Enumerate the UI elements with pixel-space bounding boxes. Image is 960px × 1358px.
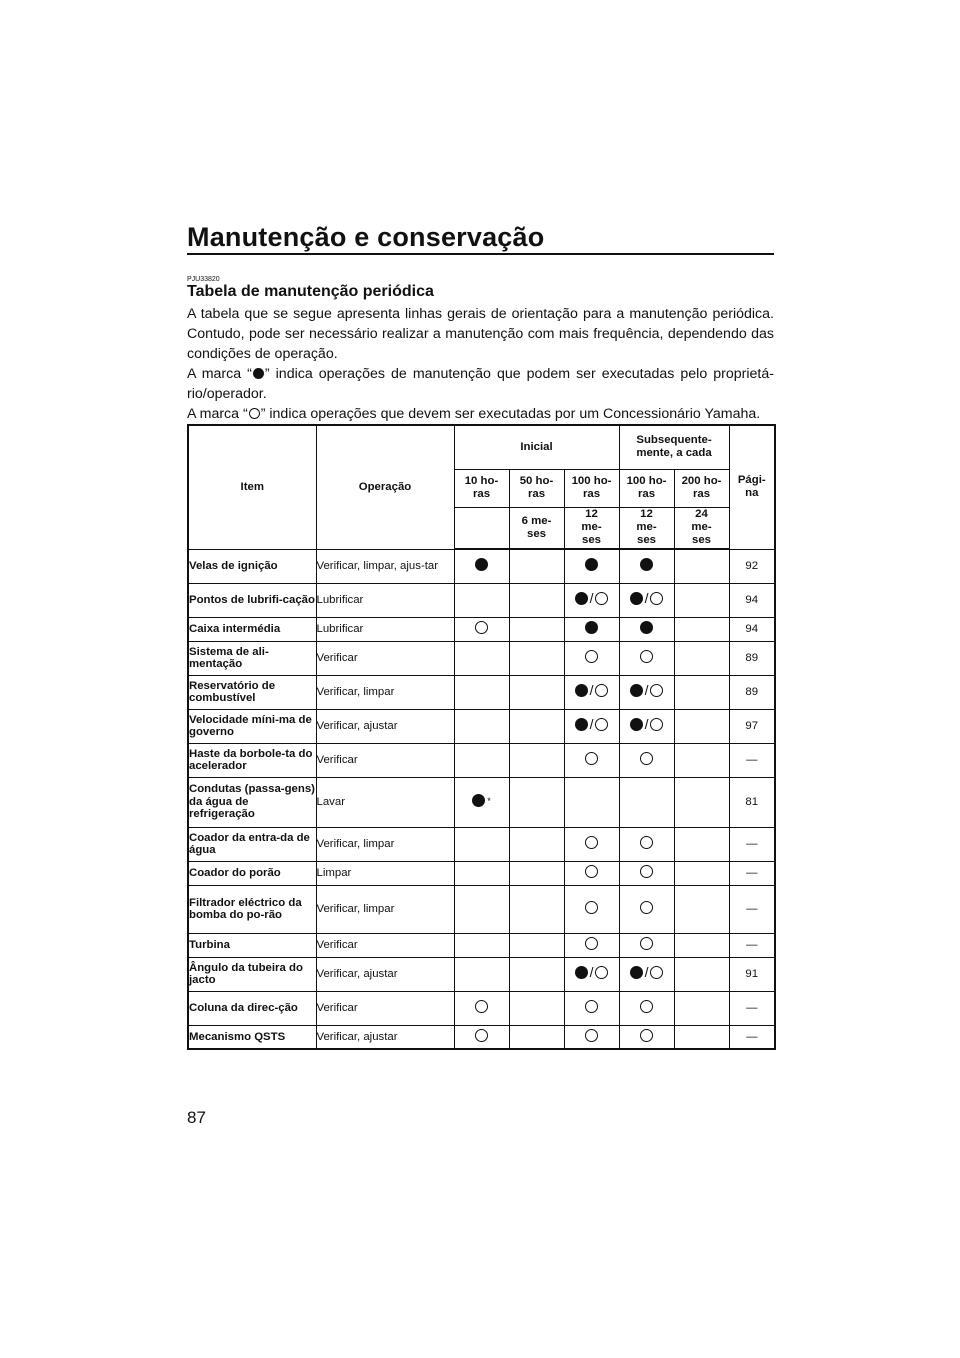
interval-cell — [509, 777, 564, 827]
filled-or-open-circle-icon: / — [630, 684, 664, 697]
open-circle-icon — [640, 1000, 653, 1013]
open-mark-note — [187, 404, 774, 424]
table-row — [188, 617, 775, 641]
interval-cell — [564, 549, 619, 583]
filled-or-open-circle-icon: / — [575, 966, 609, 979]
table-row — [188, 991, 775, 1025]
header-operation: Operação — [316, 425, 454, 549]
interval-cell — [564, 827, 619, 861]
open-circle-icon — [475, 621, 488, 634]
note-suffix: ” indica operações de manutenção que podem ser executadas pelo proprietário/operador. — [187, 366, 774, 402]
item-name: Haste da borbole-ta do acelerador — [188, 743, 316, 777]
item-name: Ângulo da tubeira do jacto — [188, 957, 316, 991]
header-months: 12 me-ses — [619, 507, 674, 549]
interval-cell — [674, 885, 729, 933]
interval-cell — [674, 777, 729, 827]
interval-cell — [674, 933, 729, 957]
interval-cell — [564, 743, 619, 777]
item-name: Coador da entra-da de água — [188, 827, 316, 861]
header-page: Pági-na — [729, 425, 775, 549]
intro-text — [187, 304, 774, 424]
operation: Verificar — [316, 743, 454, 777]
interval-cell — [619, 709, 674, 743]
interval-cell — [454, 709, 509, 743]
title-rule — [187, 253, 774, 255]
interval-cell — [509, 743, 564, 777]
item-name: Turbina — [188, 933, 316, 957]
interval-cell — [454, 861, 509, 885]
interval-cell — [619, 675, 674, 709]
page-reference: 94 — [729, 617, 775, 641]
interval-cell — [509, 1025, 564, 1049]
interval-cell — [509, 861, 564, 885]
item-name: Sistema de ali-mentação — [188, 641, 316, 675]
item-name: Velas de ignição — [188, 549, 316, 583]
interval-cell — [454, 991, 509, 1025]
interval-cell — [564, 709, 619, 743]
table-row — [188, 885, 775, 933]
interval-cell — [619, 957, 674, 991]
open-circle-icon — [475, 1000, 488, 1013]
interval-cell — [454, 885, 509, 933]
interval-cell — [454, 777, 509, 827]
open-circle-icon — [585, 650, 598, 663]
header-item: Item — [188, 425, 316, 549]
interval-cell — [454, 933, 509, 957]
interval-cell — [509, 583, 564, 617]
interval-cell — [674, 549, 729, 583]
interval-cell — [509, 991, 564, 1025]
open-circle-icon — [640, 650, 653, 663]
header-hours: 50 ho-ras — [509, 469, 564, 507]
operation: Lavar — [316, 777, 454, 827]
section-code: PJU33820 — [187, 276, 220, 283]
header-hours: 100 ho-ras — [619, 469, 674, 507]
interval-cell — [564, 957, 619, 991]
interval-cell — [454, 675, 509, 709]
interval-cell — [564, 641, 619, 675]
page-reference: — — [729, 743, 775, 777]
interval-cell — [509, 709, 564, 743]
interval-cell — [619, 861, 674, 885]
page-reference: 89 — [729, 641, 775, 675]
open-circle-icon — [585, 937, 598, 950]
interval-cell — [564, 933, 619, 957]
open-circle-icon — [585, 1029, 598, 1042]
operation: Verificar — [316, 991, 454, 1025]
interval-cell — [674, 827, 729, 861]
interval-cell — [509, 617, 564, 641]
item-name: Filtrador eléctrico da bomba do po-rão — [188, 885, 316, 933]
maintenance-table — [187, 424, 776, 1050]
interval-cell — [674, 957, 729, 991]
open-circle-icon — [640, 937, 653, 950]
interval-cell — [674, 991, 729, 1025]
interval-cell — [454, 1025, 509, 1049]
interval-cell — [564, 675, 619, 709]
table-row — [188, 675, 775, 709]
header-months: 24 me-ses — [674, 507, 729, 549]
page-reference: 89 — [729, 675, 775, 709]
operation: Verificar, ajustar — [316, 957, 454, 991]
open-circle-icon — [585, 865, 598, 878]
table-row — [188, 827, 775, 861]
header-hours: 200 ho-ras — [674, 469, 729, 507]
intro-paragraph: A tabela que se segue apresenta linhas gerais de orientação para a manutenção periódica. Contudo, pode ser necessário realizar a manutenção com mais frequência, dependendo das condições de operação. — [187, 306, 774, 362]
table-row — [188, 861, 775, 885]
interval-cell — [564, 777, 619, 827]
page-title: Manutenção e conservação — [187, 222, 545, 252]
header-hours: 100 ho-ras — [564, 469, 619, 507]
filled-circle-icon — [585, 621, 598, 634]
interval-cell — [674, 861, 729, 885]
filled-circle-icon — [253, 368, 264, 379]
page-reference: — — [729, 861, 775, 885]
interval-cell — [674, 1025, 729, 1049]
page-number: 87 — [187, 1108, 206, 1127]
interval-cell — [509, 957, 564, 991]
filled-or-open-circle-icon: / — [630, 966, 664, 979]
item-name: Condutas (passa-gens) da água de refrigeração — [188, 777, 316, 827]
header-months: 12 me-ses — [564, 507, 619, 549]
interval-cell — [454, 617, 509, 641]
interval-cell — [454, 957, 509, 991]
item-name: Pontos de lubrifi-cação — [188, 583, 316, 617]
header-hours: 10 ho-ras — [454, 469, 509, 507]
operation: Verificar, limpar — [316, 885, 454, 933]
open-circle-icon — [640, 901, 653, 914]
item-name: Mecanismo QSTS — [188, 1025, 316, 1049]
page-reference: 92 — [729, 549, 775, 583]
interval-cell — [674, 641, 729, 675]
interval-cell — [674, 675, 729, 709]
operation: Verificar, limpar — [316, 827, 454, 861]
interval-cell — [564, 885, 619, 933]
filled-or-open-circle-icon: / — [630, 592, 664, 605]
page-reference: — — [729, 933, 775, 957]
interval-cell — [564, 583, 619, 617]
item-name: Coador do porão — [188, 861, 316, 885]
interval-cell — [509, 885, 564, 933]
filled-circle-icon — [640, 621, 653, 634]
note-prefix: A marca “ — [187, 366, 252, 382]
filled-circle-icon — [585, 558, 598, 571]
interval-cell — [564, 1025, 619, 1049]
header-months — [454, 507, 509, 549]
page-reference: — — [729, 1025, 775, 1049]
open-circle-icon — [640, 865, 653, 878]
interval-cell — [454, 743, 509, 777]
item-name: Caixa intermédia — [188, 617, 316, 641]
open-circle-icon — [640, 1029, 653, 1042]
operation: Verificar — [316, 641, 454, 675]
operation: Lubrificar — [316, 617, 454, 641]
operation: Verificar, limpar, ajus-tar — [316, 549, 454, 583]
open-circle-icon — [585, 752, 598, 765]
table-row — [188, 743, 775, 777]
interval-cell — [619, 583, 674, 617]
maintenance-rows — [188, 549, 775, 1049]
table-row — [188, 933, 775, 957]
interval-cell — [454, 549, 509, 583]
operation: Lubrificar — [316, 583, 454, 617]
page-reference: — — [729, 827, 775, 861]
page-reference: 97 — [729, 709, 775, 743]
interval-cell — [674, 617, 729, 641]
interval-cell — [564, 991, 619, 1025]
note-prefix: A marca “ — [187, 406, 248, 422]
filled-circle-icon — [640, 558, 653, 571]
open-circle-icon — [585, 901, 598, 914]
operation: Verificar — [316, 933, 454, 957]
filled-or-open-circle-icon: / — [575, 684, 609, 697]
interval-cell — [564, 861, 619, 885]
item-name: Velocidade míni-ma de governo — [188, 709, 316, 743]
interval-cell — [454, 641, 509, 675]
header-subsequent: Subsequente-mente, a cada — [619, 425, 729, 469]
interval-cell — [619, 933, 674, 957]
interval-cell — [619, 641, 674, 675]
operation: Limpar — [316, 861, 454, 885]
page-reference: 81 — [729, 777, 775, 827]
interval-cell — [564, 617, 619, 641]
interval-cell — [619, 743, 674, 777]
operation: Verificar, limpar — [316, 675, 454, 709]
interval-cell — [674, 709, 729, 743]
open-circle-icon — [475, 1029, 488, 1042]
table-row — [188, 1025, 775, 1049]
table-row — [188, 709, 775, 743]
page-reference: 91 — [729, 957, 775, 991]
interval-cell — [454, 583, 509, 617]
interval-cell — [674, 583, 729, 617]
table-row — [188, 641, 775, 675]
open-circle-icon — [249, 408, 260, 419]
interval-cell — [619, 777, 674, 827]
open-circle-icon — [640, 836, 653, 849]
page-reference: — — [729, 991, 775, 1025]
interval-cell — [619, 617, 674, 641]
interval-cell — [509, 641, 564, 675]
filled-or-open-circle-icon: / — [575, 718, 609, 731]
interval-cell — [454, 827, 509, 861]
filled-circle-star-icon: * — [472, 794, 491, 807]
interval-cell — [619, 1025, 674, 1049]
open-circle-icon — [585, 1000, 598, 1013]
table-row — [188, 777, 775, 827]
table-row — [188, 583, 775, 617]
open-circle-icon — [640, 752, 653, 765]
header-months: 6 me-ses — [509, 507, 564, 549]
section-heading: Tabela de manutenção periódica — [187, 283, 434, 300]
interval-cell — [509, 675, 564, 709]
item-name: Reservatório de combustível — [188, 675, 316, 709]
filled-mark-note — [187, 364, 774, 404]
filled-or-open-circle-icon: / — [575, 592, 609, 605]
interval-cell — [674, 743, 729, 777]
note-suffix: ” indica operações que devem ser executadas por um Concessionário Yamaha. — [260, 406, 761, 422]
table-row — [188, 549, 775, 583]
header-initial: Inicial — [454, 425, 619, 469]
item-name: Coluna da direc-ção — [188, 991, 316, 1025]
interval-cell — [619, 885, 674, 933]
interval-cell — [619, 827, 674, 861]
interval-cell — [619, 549, 674, 583]
table-row — [188, 957, 775, 991]
page-reference: — — [729, 885, 775, 933]
operation: Verificar, ajustar — [316, 709, 454, 743]
filled-circle-icon — [475, 558, 488, 571]
interval-cell — [509, 549, 564, 583]
open-circle-icon — [585, 836, 598, 849]
filled-or-open-circle-icon: / — [630, 718, 664, 731]
operation: Verificar, ajustar — [316, 1025, 454, 1049]
interval-cell — [619, 991, 674, 1025]
interval-cell — [509, 827, 564, 861]
page-reference: 94 — [729, 583, 775, 617]
interval-cell — [509, 933, 564, 957]
